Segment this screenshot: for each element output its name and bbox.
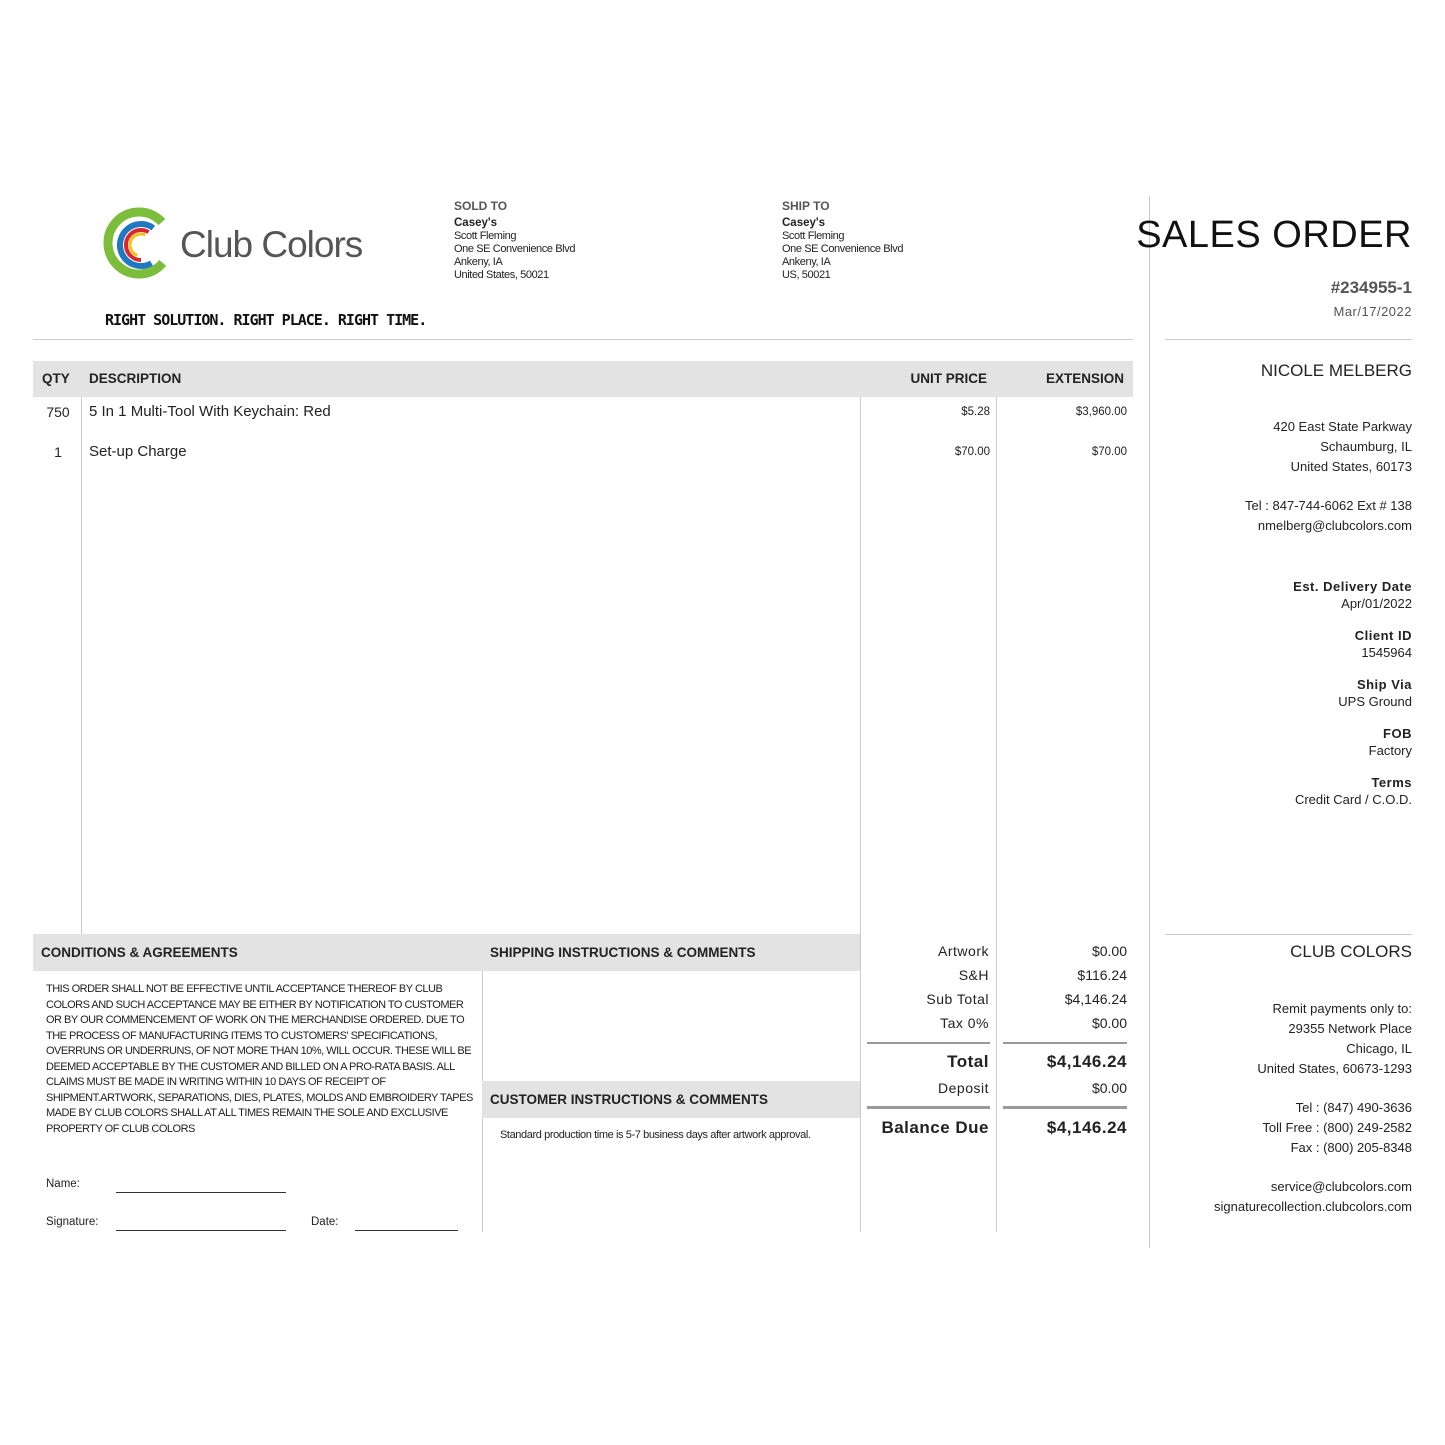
detail-value: Credit Card / C.O.D. bbox=[1294, 792, 1412, 807]
detail-value: Apr/01/2022 bbox=[1341, 596, 1412, 611]
total-rule bbox=[1003, 1042, 1127, 1044]
detail-value: 1545964 bbox=[1361, 645, 1412, 660]
row-unit-price: $70.00 bbox=[954, 446, 990, 458]
ship-to-line: Ankeny, IA bbox=[782, 256, 831, 268]
ship-to-line: One SE Convenience Blvd bbox=[782, 243, 904, 255]
ship-to-block bbox=[782, 199, 903, 282]
remit-block bbox=[1257, 999, 1412, 1079]
shipping-heading: SHIPPING INSTRUCTIONS & COMMENTS bbox=[482, 934, 860, 971]
detail-label: Ship Via bbox=[1356, 677, 1412, 692]
col-unit-price: UNIT PRICE bbox=[910, 371, 987, 386]
logo-mark bbox=[103, 207, 175, 279]
order-number: #234955-1 bbox=[1330, 278, 1412, 297]
row-extension: $3,960.00 bbox=[1075, 406, 1127, 418]
ship-to-heading: SHIP TO bbox=[782, 199, 830, 213]
remit-line: Chicago, IL bbox=[1346, 1041, 1412, 1056]
artwork-value: $0.00 bbox=[1091, 943, 1127, 959]
detail-label: Terms bbox=[1371, 775, 1412, 790]
sh-value: $116.24 bbox=[1077, 967, 1127, 983]
deposit-label: Deposit bbox=[938, 1080, 989, 1096]
col-divider bbox=[860, 397, 861, 1232]
total-label: Total bbox=[947, 1052, 989, 1071]
company-phones bbox=[1262, 1098, 1412, 1158]
sh-label: S&H bbox=[958, 967, 989, 983]
sold-to-line: United States, 50021 bbox=[454, 269, 549, 281]
balance-rule bbox=[1003, 1106, 1127, 1109]
col-description: DESCRIPTION bbox=[89, 371, 182, 386]
sold-to-line: One SE Convenience Blvd bbox=[454, 243, 576, 255]
sold-to-heading: SOLD TO bbox=[454, 199, 508, 213]
detail-label: FOB bbox=[1383, 726, 1412, 741]
balance-rule bbox=[867, 1106, 990, 1109]
detail-label: Client ID bbox=[1354, 628, 1412, 643]
subtotal-label: Sub Total bbox=[926, 991, 989, 1007]
subtotal-value: $4,146.24 bbox=[1064, 991, 1127, 1007]
sold-to-block bbox=[454, 199, 575, 282]
company-email[interactable]: service@clubcolors.com bbox=[1270, 1179, 1412, 1194]
row-description: Set-up Charge bbox=[89, 443, 187, 460]
detail-value: Factory bbox=[1368, 743, 1412, 758]
page-title: SALES ORDER bbox=[1136, 214, 1412, 256]
col-divider bbox=[996, 397, 997, 1232]
detail-item bbox=[1355, 627, 1412, 661]
rep-email[interactable]: nmelberg@clubcolors.com bbox=[1257, 518, 1412, 533]
rep-address-line: 420 East State Parkway bbox=[1273, 419, 1412, 434]
detail-item bbox=[1338, 676, 1412, 710]
tax-value: $0.00 bbox=[1091, 1015, 1127, 1031]
remit-line: United States, 60673-1293 bbox=[1257, 1061, 1412, 1076]
side-rule bbox=[1165, 934, 1412, 935]
rep-address-line: United States, 60173 bbox=[1290, 459, 1412, 474]
rep-contact bbox=[1245, 496, 1412, 536]
detail-label: Est. Delivery Date bbox=[1293, 579, 1412, 594]
sold-to-company: Casey's bbox=[454, 217, 498, 229]
company-tollfree: Toll Free : (800) 249-2582 bbox=[1262, 1120, 1412, 1135]
side-divider bbox=[1149, 196, 1150, 1248]
row-extension: $70.00 bbox=[1091, 446, 1127, 458]
header-divider bbox=[33, 339, 1133, 340]
row-qty: 750 bbox=[46, 404, 70, 420]
sold-to-line: Scott Fleming bbox=[454, 230, 517, 242]
company-name: CLUB COLORS bbox=[1290, 942, 1412, 961]
col-divider bbox=[81, 397, 82, 935]
total-value: $4,146.24 bbox=[1046, 1052, 1127, 1071]
col-extension: EXTENSION bbox=[1045, 371, 1124, 386]
deposit-value: $0.00 bbox=[1091, 1080, 1127, 1096]
remit-line: 29355 Network Place bbox=[1288, 1021, 1412, 1036]
company-tel: Tel : (847) 490-3636 bbox=[1295, 1100, 1412, 1115]
ship-to-line: US, 50021 bbox=[782, 269, 831, 281]
ship-to-line: Scott Fleming bbox=[782, 230, 845, 242]
date-line[interactable] bbox=[355, 1230, 458, 1231]
order-date: Mar/17/2022 bbox=[1333, 304, 1412, 319]
row-description: 5 In 1 Multi-Tool With Keychain: Red bbox=[89, 403, 331, 420]
detail-value: UPS Ground bbox=[1338, 694, 1412, 709]
logo-wordmark: Club Colors bbox=[180, 224, 363, 265]
tax-label: Tax 0% bbox=[940, 1015, 989, 1031]
name-label: Name: bbox=[46, 1178, 80, 1190]
detail-item bbox=[1369, 725, 1412, 759]
rep-name: NICOLE MELBERG bbox=[1260, 361, 1412, 380]
rep-address bbox=[1273, 417, 1412, 477]
company-website[interactable]: signaturecollection.clubcolors.com bbox=[1214, 1199, 1412, 1214]
sold-to-line: Ankeny, IA bbox=[454, 256, 503, 268]
conditions-text: THIS ORDER SHALL NOT BE EFFECTIVE UNTIL ACCEPTANCE THEREOF BY CLUB COLORS AND SUCH ACCEPTANCE MAY BE EITHER BY NOTIFICATION TO CUSTOMER OR BY OUR COMMENCEMENT OF WORK ON THE MERCHANDISE ORDERED. DUE TO THE PROCESS OF MANUFACTURING ITEMS TO CUSTOMERS' SPECIFICATIONS, OVERRUNS OR UNDERRUNS, OF NOT MORE THAN 10%, WILL OCCUR. THESE WILL BE DEEMED ACCEPTABLE BY THE CUSTOMER AND BILLED ON A PRO-RATA BASIS. ALL CLAIMS MUST BE MADE IN WRITING WITHIN 10 DAYS OF RECEIPT OF SHIPMENT.ARTWORK, SEPARATIONS, DIES, PLATES, MOLDS AND EMBROIDERY TAPES MADE BY CLUB COLORS SHALL AT ALL TIMES REMAIN THE SOLE AND EXCLUSIVE PROPERTY OF CLUB COLORS bbox=[46, 983, 473, 1135]
balance-value: $4,146.24 bbox=[1046, 1118, 1127, 1137]
row-unit-price: $5.28 bbox=[961, 406, 990, 418]
company-links bbox=[1214, 1177, 1412, 1217]
side-rule bbox=[1165, 339, 1412, 340]
signature-label: Signature: bbox=[46, 1216, 99, 1228]
remit-line: Remit payments only to: bbox=[1272, 1001, 1412, 1016]
conditions-heading: CONDITIONS & AGREEMENTS bbox=[33, 934, 482, 971]
balance-label: Balance Due bbox=[881, 1118, 989, 1137]
detail-item bbox=[1295, 774, 1412, 808]
signature-line[interactable] bbox=[116, 1230, 286, 1231]
rep-address-line: Schaumburg, IL bbox=[1320, 439, 1412, 454]
company-fax: Fax : (800) 205-8348 bbox=[1290, 1140, 1412, 1155]
row-qty: 1 bbox=[54, 444, 62, 460]
col-qty: QTY bbox=[42, 371, 70, 386]
artwork-label: Artwork bbox=[938, 943, 989, 959]
ship-to-company: Casey's bbox=[782, 217, 826, 229]
total-rule bbox=[867, 1042, 990, 1044]
date-label: Date: bbox=[311, 1216, 339, 1228]
rep-tel: Tel : 847-744-6062 Ext # 138 bbox=[1245, 498, 1412, 513]
name-line[interactable] bbox=[116, 1192, 286, 1193]
customer-heading: CUSTOMER INSTRUCTIONS & COMMENTS bbox=[482, 1081, 860, 1118]
tagline: RIGHT SOLUTION. RIGHT PLACE. RIGHT TIME. bbox=[105, 311, 427, 329]
customer-text: Standard production time is 5-7 business days after artwork approval. bbox=[500, 1129, 811, 1141]
detail-item bbox=[1293, 578, 1412, 612]
